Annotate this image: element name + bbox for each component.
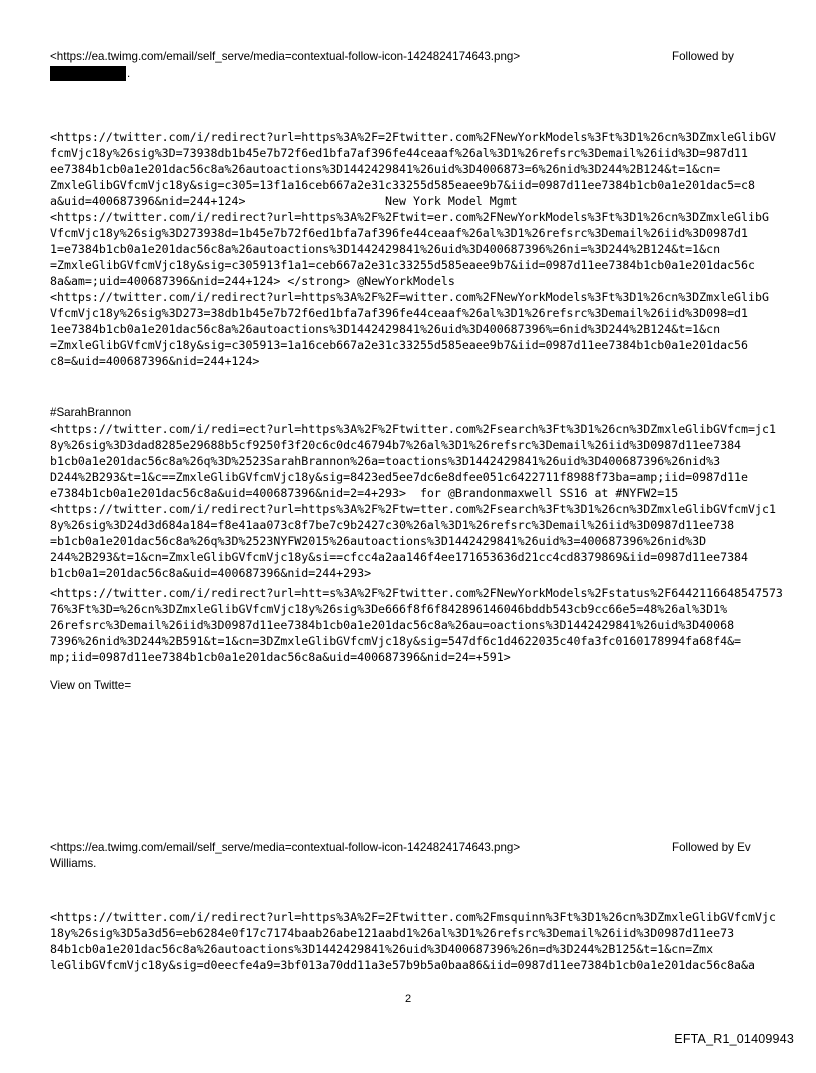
followed-by-label-2: Followed by Ev bbox=[672, 841, 751, 854]
page-number: 2 bbox=[404, 993, 412, 1005]
redaction-bar bbox=[50, 66, 126, 81]
redirect-links-block-1: <https://twitter.com/i/redirect?url=https%3A%2F=2Ftwitter.com%2FNewYorkModels%3Ft%3D1%26cn%3DZmxleGlibGV fcmVjc18y%26sig%3D=73938db1b45e7b72f6ed1bfa7af396fe44ceaaf%26al%3D1%26refsrc%3Demail%26iid%3D=987d11 ee7384b1cb0a1e201dac56c8a%26autoactions%3D1442429841%26uid%3D4006873=6%26nid%3D244%2B124&t=1&cn= ZmxleGlibGVfcmVjc18y&sig=c305=13f1a16ceb667a2e31c33255d585eaee9b7&iid=0987d11ee7384b1cb0a1e201dac5=c8 a&uid=400687396&nid=244+124> New York Model Mgmt <https://twitter.com/i/redirect?url=https%3A%2F%2Ftwit=er.com%2FNewYorkModels%3Ft%3D1%26cn%3DZmxleGlibG VfcmVjc18y%26sig%3D273938d=1b45e7b72f6ed1bfa7af396fe44ceaaf%26al%3D1%26refsrc%3Demail%26iid%3D0987d1 1=e7384b1cb0a1e201dac56c8a%26autoactions%3D1442429841%26uid%3D400687396%26ni=%3D244%2B124&t=1&cn =ZmxleGlibGVfcmVjc18y&sig=c305913f1a1=ceb667a2e31c33255d585eaee9b7&iid=0987d11ee7384b1cb0a1e201dac56c 8a&am=;uid=400687396&nid=244+124> </strong> @NewYorkModels <https://twitter.com/i/redirect?url=https%3A%2F%2F=witter.com%2FNewYorkModels%3Ft%3D1%26cn%3DZmxleGlibG VfcmVjc18y%26sig%3D273=38db1b45e7b72f6ed1bfa7af396fe44ceaaf%26al%3D1%26refsrc%3Demail%26iid%3D098=d1 1ee7384b1cb0a1e201dac56c8a%26autoactions%3D1442429841%26uid%3D400687396%=6nid%3D244%2B124&t=1&cn =ZmxleGlibGVfcmVjc18y&sig=c305913=1a16ceb667a2e31c33255d585eaee9b7&iid=0987d11ee7384b1cb0a1e201dac56 c8=&uid=400687396&nid=244+124> bbox=[50, 130, 776, 368]
redirect-links-block-4: <https://twitter.com/i/redirect?url=https%3A%2F=2Ftwitter.com%2Fmsquinn%3Ft%3D1%26cn%3DZmxleGlibGVfcmVjc 18y%26sig%3D5a3d56=eb6284e0f17c7174baab26abe121aabd1%26al%3D1%26refsrc%3Demail%26iid%3D0987d11ee73 84b1cb0a1e201dac56c8a%26autoactions%3D1442429841%26uid%3D400687396%26n=d%3D244%2B125&t=1&cn=Zmx leGlibGVfcmVjc18y&sig=d0eecfe4a9=3bf013a70dd11a3e57b9b5a0baa86&iid=0987d11ee7384b1cb0a1e201dac56c8a&a bbox=[50, 910, 776, 972]
document-id-footer: EFTA_R1_01409943 bbox=[674, 1032, 794, 1046]
view-on-twitter-text: View on Twitte= bbox=[50, 679, 132, 692]
redirect-links-block-3: <https://twitter.com/i/redirect?url=htt=s%3A%2F%2Ftwitter.com%2FNewYorkModels%2Fstatus%2F6442116648547573 76%3Ft%3D=%26cn%3DZmxleGlibGVfcmVjc18y%26sig%3De666f8f6f842896146046bddb543cb9cc66e5=48%26al%3D1% 26refsrc%3Demail%26iid%3D0987d11ee7384b1cb0a1e201dac56c8a%26au=oactions%3D1442429841%26uid%3D40068 7396%26nid%3D244%2B591&t=1&cn=3DZmxleGlibGVfcmVjc18y&sig=547df6c1d4622035c40fa3fc0160178994fa68f4&= mp;iid=0987d11ee7384b1cb0a1e201dac56c8a&uid=400687396&nid=24=+591> bbox=[50, 586, 783, 664]
hashtag-heading: #SarahBrannon bbox=[50, 406, 132, 419]
followed-by-name: Williams. bbox=[50, 857, 97, 870]
redirect-links-block-2: <https://twitter.com/i/redi=ect?url=https%3A%2F%2Ftwitter.com%2Fsearch%3Ft%3D1%26cn%3DZmxleGlibGVfcm=jc1 8y%26sig%3D3dad8285e29688b5cf9250f3f20c6c0dc46794b7%26al%3D1%26refsrc%3Demail%26iid%3D0987d11ee7384 b1cb0a1e201dac56c8a%26q%3D%2523SarahBrannon%26a=toactions%3D1442429841%26uid%3D400687396%26nid%3 D244%2B293&t=1&c==ZmxleGlibGVfcmVjc18y&sig=8423ed5ee7dc6e8dfee051c6422711f8988f73ba=amp;iid=0987d11e e7384b1cb0a1e201dac56c8a&uid=400687396&nid=2=4+293> for @Brandonmaxwell SS16 at #NYFW2=15 <https://twitter.com/i/redirect?url=https%3A%2F%2Ftw=tter.com%2Fsearch%3Ft%3D1%26cn%3DZmxleGlibGVfcmVjc1 8y%26sig%3D24d3d684a184=f8e41aa073c8f7be7c9b2427c30%26al%3D1%26refsrc%3Demail%26iid%3D0987d11ee738 =b1cb0a1e201dac56c8a%26q%3D%2523NYFW2015%26autoactions%3D1442429841%26uid%3=400687396%26nid%3D 244%2B293&t=1&cn=ZmxleGlibGVfcmVjc18y&si==cfcc4a2aa146f4ee171653636d21cc4cd8379869&iid=0987d11ee7384 b1cb0a1=201dac56c8a&uid=400687396&nid=244+293> bbox=[50, 422, 776, 580]
trailing-period: . bbox=[127, 67, 131, 80]
follow-icon-url-1: <https://ea.twimg.com/email/self_serve/media=contextual-follow-icon-1424824174643.png> bbox=[50, 50, 521, 63]
followed-by-label-1: Followed by bbox=[672, 50, 734, 63]
follow-icon-url-2: <https://ea.twimg.com/email/self_serve/media=contextual-follow-icon-1424824174643.png> bbox=[50, 841, 521, 854]
